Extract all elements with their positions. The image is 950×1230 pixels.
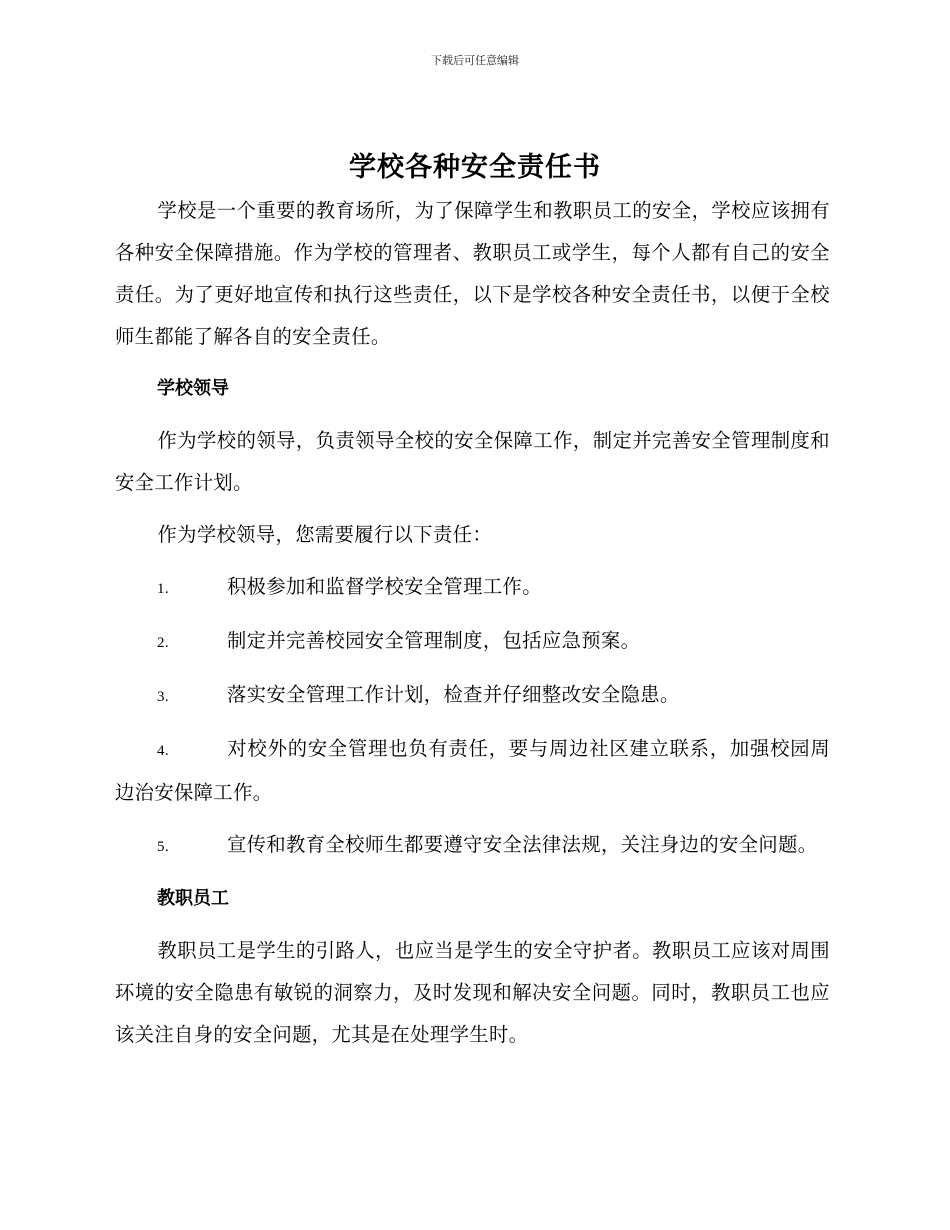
list-number: 4. (157, 743, 170, 759)
list-item-text: 宣传和教育全校师生都要遵守安全法律法规，关注身边的安全问题。 (227, 833, 818, 856)
list-item (115, 674, 830, 718)
list-item (115, 620, 830, 664)
list-item-text: 落实安全管理工作计划，检查并仔细整改安全隐患。 (227, 683, 680, 706)
list-item (115, 566, 830, 610)
list-number: 3. (157, 689, 170, 705)
intro-paragraph: 学校是一个重要的教育场所，为了保障学生和教职员工的安全，学校应该拥有各种安全保障措施。作为学校的管理者、教职员工或学生，每个人都有自己的安全责任。为了更好地宣传和执行这些责任，以下是学校各种安全责任书，以便于全校师生都能了解各自的安全责任。 (115, 199, 830, 348)
list-item-text: 对校外的安全管理也负有责任，要与周边社区建立联系，加强校园周边治安保障工作。 (115, 737, 830, 804)
section-heading-staff: 教职员工 (157, 888, 229, 909)
list-item-text: 积极参加和监督学校安全管理工作。 (227, 575, 542, 598)
list-item-text: 制定并完善校园安全管理制度，包括应急预案。 (227, 629, 641, 652)
page-header-note: 下载后可任意编辑 (431, 54, 519, 67)
list-item (115, 824, 830, 868)
list-number: 1. (157, 581, 170, 597)
section-heading-school-leaders: 学校领导 (157, 378, 229, 399)
list-number: 2. (157, 635, 170, 651)
list-item (115, 728, 830, 814)
document-body (115, 190, 830, 1056)
list-number: 5. (157, 839, 170, 855)
leaders-paragraph-2: 作为学校领导，您需要履行以下责任： (157, 523, 493, 546)
staff-paragraph-1: 教职员工是学生的引路人，也应当是学生的安全守护者。教职员工应该对周围环境的安全隐患有敏锐的洞察力，及时发现和解决安全问题。同时，教职员工也应该关注自身的安全问题，尤其是在处理学生时。 (115, 939, 830, 1046)
leaders-paragraph-1: 作为学校的领导，负责领导全校的安全保障工作，制定并完善安全管理制度和安全工作计划。 (115, 429, 830, 494)
document-title: 学校各种安全责任书 (349, 152, 601, 183)
